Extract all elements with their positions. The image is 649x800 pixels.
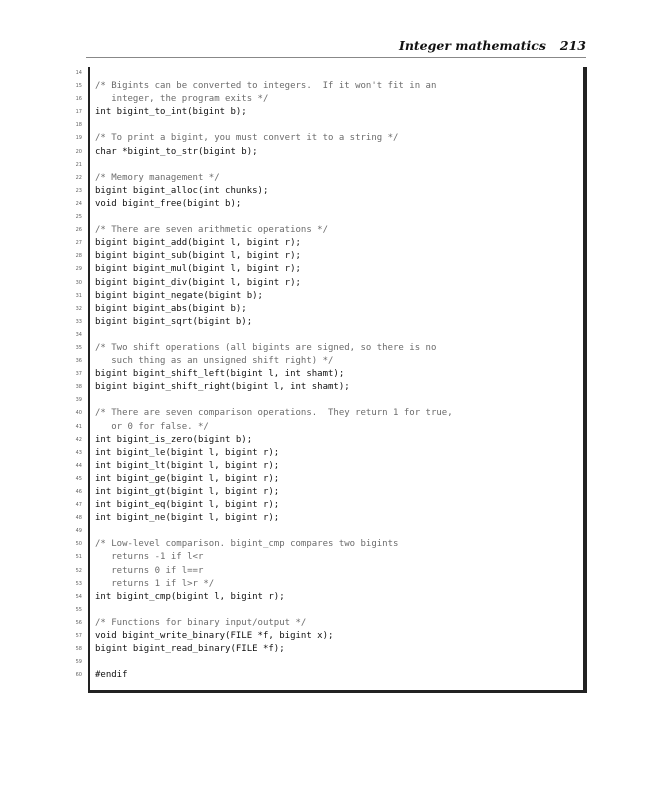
line-number: 25 bbox=[75, 214, 82, 221]
line-number: 46 bbox=[75, 489, 82, 495]
code-text: int bigint_ge(bigint l, bigint r); bbox=[95, 473, 280, 484]
code-line bbox=[0, 473, 649, 486]
code-line bbox=[0, 565, 649, 578]
code-line bbox=[0, 381, 649, 394]
line-number: 18 bbox=[75, 122, 82, 129]
code-line bbox=[0, 290, 649, 303]
line-number: 59 bbox=[75, 659, 82, 666]
line-number: 15 bbox=[75, 83, 82, 90]
code-line bbox=[0, 630, 649, 643]
line-number: 52 bbox=[75, 567, 82, 574]
line-number: 23 bbox=[75, 187, 82, 194]
code-line bbox=[0, 185, 649, 198]
code-text: char *bigint_to_str(bigint b); bbox=[95, 146, 258, 157]
line-number: 40 bbox=[75, 410, 82, 417]
line-number: 31 bbox=[75, 292, 82, 299]
code-line bbox=[0, 198, 649, 211]
code-text: bigint bigint_add(bigint l, bigint r); bbox=[95, 238, 301, 249]
code-text: bigint bigint_negate(bigint b); bbox=[95, 290, 263, 301]
code-line bbox=[0, 224, 649, 237]
line-number: 34 bbox=[75, 331, 82, 338]
line-number: 30 bbox=[75, 279, 82, 286]
code-line bbox=[0, 525, 649, 538]
code-line bbox=[0, 551, 649, 564]
code-line bbox=[0, 303, 649, 316]
code-comment: returns -1 if l<r bbox=[95, 552, 204, 563]
code-comment: /* To print a bigint, you must convert it to a string */ bbox=[95, 133, 399, 144]
line-number: 49 bbox=[75, 528, 82, 535]
line-number: 44 bbox=[75, 462, 82, 469]
line-number: 48 bbox=[75, 515, 82, 522]
line-number: 26 bbox=[75, 227, 82, 234]
line-number: 16 bbox=[75, 96, 82, 103]
code-line bbox=[0, 656, 649, 669]
code-comment: /* Functions for binary input/output */ bbox=[95, 617, 307, 628]
code-comment: or 0 for false. */ bbox=[95, 421, 209, 432]
line-number: 32 bbox=[75, 305, 82, 312]
line-number: 60 bbox=[75, 672, 82, 679]
line-number: 35 bbox=[75, 344, 82, 351]
code-text: int bigint_is_zero(bigint b); bbox=[95, 434, 253, 445]
code-line bbox=[0, 421, 649, 434]
code-line bbox=[0, 669, 649, 682]
line-number: 55 bbox=[75, 606, 82, 613]
line-number: 22 bbox=[75, 174, 82, 181]
line-number: 28 bbox=[75, 253, 82, 260]
code-comment: /* Bigints can be converted to integers. If it won't fit in an bbox=[95, 81, 437, 92]
code-text: bigint bigint_read_binary(FILE *f); bbox=[95, 644, 285, 655]
code-line bbox=[0, 237, 649, 250]
code-line bbox=[0, 250, 649, 263]
line-number: 17 bbox=[75, 109, 82, 116]
code-line bbox=[0, 434, 649, 447]
line-number: 47 bbox=[75, 502, 82, 509]
code-text: bigint bigint_abs(bigint b); bbox=[95, 303, 247, 314]
line-number: 37 bbox=[75, 371, 82, 378]
code-comment: /* Low-level comparison. bigint_cmp compares two bigints bbox=[95, 539, 399, 550]
code-listing bbox=[0, 67, 649, 682]
code-line bbox=[0, 617, 649, 630]
running-header-title: Integer mathematics bbox=[398, 38, 546, 53]
code-comment: integer, the program exits */ bbox=[95, 94, 269, 105]
code-text: #endif bbox=[95, 670, 128, 681]
code-line bbox=[0, 80, 649, 93]
code-text: int bigint_cmp(bigint l, bigint r); bbox=[95, 591, 285, 602]
line-number: 24 bbox=[75, 200, 82, 207]
code-line bbox=[0, 172, 649, 185]
code-line bbox=[0, 643, 649, 656]
code-line bbox=[0, 329, 649, 342]
code-line bbox=[0, 132, 649, 145]
code-comment: /* There are seven arithmetic operations */ bbox=[95, 225, 328, 236]
code-line bbox=[0, 486, 649, 499]
code-line bbox=[0, 342, 649, 355]
line-number: 36 bbox=[75, 358, 82, 365]
line-number: 21 bbox=[75, 161, 82, 168]
code-text: bigint bigint_mul(bigint l, bigint r); bbox=[95, 264, 301, 275]
line-number: 43 bbox=[75, 449, 82, 456]
code-comment: returns 1 if l>r */ bbox=[95, 578, 215, 589]
code-line bbox=[0, 355, 649, 368]
page-number: 213 bbox=[559, 38, 586, 53]
code-line bbox=[0, 277, 649, 290]
code-line bbox=[0, 407, 649, 420]
line-number: 42 bbox=[75, 436, 82, 443]
line-number: 27 bbox=[75, 240, 82, 247]
code-text: bigint bigint_sub(bigint l, bigint r); bbox=[95, 251, 301, 262]
code-line bbox=[0, 67, 649, 80]
code-text: bigint bigint_div(bigint l, bigint r); bbox=[95, 277, 301, 288]
code-line bbox=[0, 591, 649, 604]
code-text: int bigint_eq(bigint l, bigint r); bbox=[95, 500, 280, 511]
code-line bbox=[0, 119, 649, 132]
code-text: void bigint_write_binary(FILE *f, bigint x); bbox=[95, 631, 334, 642]
code-line bbox=[0, 106, 649, 119]
line-number: 19 bbox=[75, 135, 82, 142]
running-header bbox=[86, 38, 586, 56]
line-number: 51 bbox=[75, 554, 82, 561]
line-number: 14 bbox=[75, 70, 82, 76]
code-line bbox=[0, 263, 649, 276]
code-line bbox=[0, 159, 649, 172]
code-text: int bigint_gt(bigint l, bigint r); bbox=[95, 487, 280, 497]
code-line bbox=[0, 368, 649, 381]
line-number: 39 bbox=[75, 397, 82, 404]
line-number: 41 bbox=[75, 423, 82, 430]
code-line bbox=[0, 394, 649, 407]
line-number: 53 bbox=[75, 580, 82, 587]
code-line bbox=[0, 447, 649, 460]
code-line bbox=[0, 146, 649, 159]
code-text: bigint bigint_sqrt(bigint b); bbox=[95, 316, 253, 327]
code-text: int bigint_le(bigint l, bigint r); bbox=[95, 447, 280, 458]
code-text: void bigint_free(bigint b); bbox=[95, 198, 242, 209]
code-text: bigint bigint_alloc(int chunks); bbox=[95, 185, 269, 196]
line-number: 58 bbox=[75, 646, 82, 653]
line-number: 56 bbox=[75, 619, 82, 626]
code-text: int bigint_to_int(bigint b); bbox=[95, 107, 247, 118]
line-number: 20 bbox=[75, 148, 82, 155]
line-number: 50 bbox=[75, 541, 82, 548]
code-text: int bigint_ne(bigint l, bigint r); bbox=[95, 513, 280, 524]
code-line bbox=[0, 538, 649, 551]
line-number: 33 bbox=[75, 318, 82, 325]
header-rule bbox=[86, 57, 586, 58]
line-number: 57 bbox=[75, 633, 82, 640]
line-number: 38 bbox=[75, 384, 82, 391]
code-line bbox=[0, 499, 649, 512]
code-line bbox=[0, 604, 649, 617]
line-number: 29 bbox=[75, 266, 82, 273]
code-text: int bigint_lt(bigint l, bigint r); bbox=[95, 460, 280, 471]
code-text: bigint bigint_shift_right(bigint l, int shamt); bbox=[95, 382, 350, 393]
code-line bbox=[0, 460, 649, 473]
code-comment: returns 0 if l==r bbox=[95, 565, 204, 576]
code-line bbox=[0, 93, 649, 106]
code-comment: /* There are seven comparison operations. They return 1 for true, bbox=[95, 408, 453, 419]
code-line bbox=[0, 512, 649, 525]
code-line bbox=[0, 578, 649, 591]
line-number: 54 bbox=[75, 593, 82, 600]
line-number: 45 bbox=[75, 475, 82, 482]
code-line bbox=[0, 211, 649, 224]
code-line bbox=[0, 316, 649, 329]
code-text: bigint bigint_shift_left(bigint l, int shamt); bbox=[95, 369, 345, 380]
code-comment: /* Memory management */ bbox=[95, 172, 220, 183]
code-comment: /* Two shift operations (all bigints are signed, so there is no bbox=[95, 342, 437, 353]
code-comment: such thing as an unsigned shift right) */ bbox=[95, 356, 334, 367]
